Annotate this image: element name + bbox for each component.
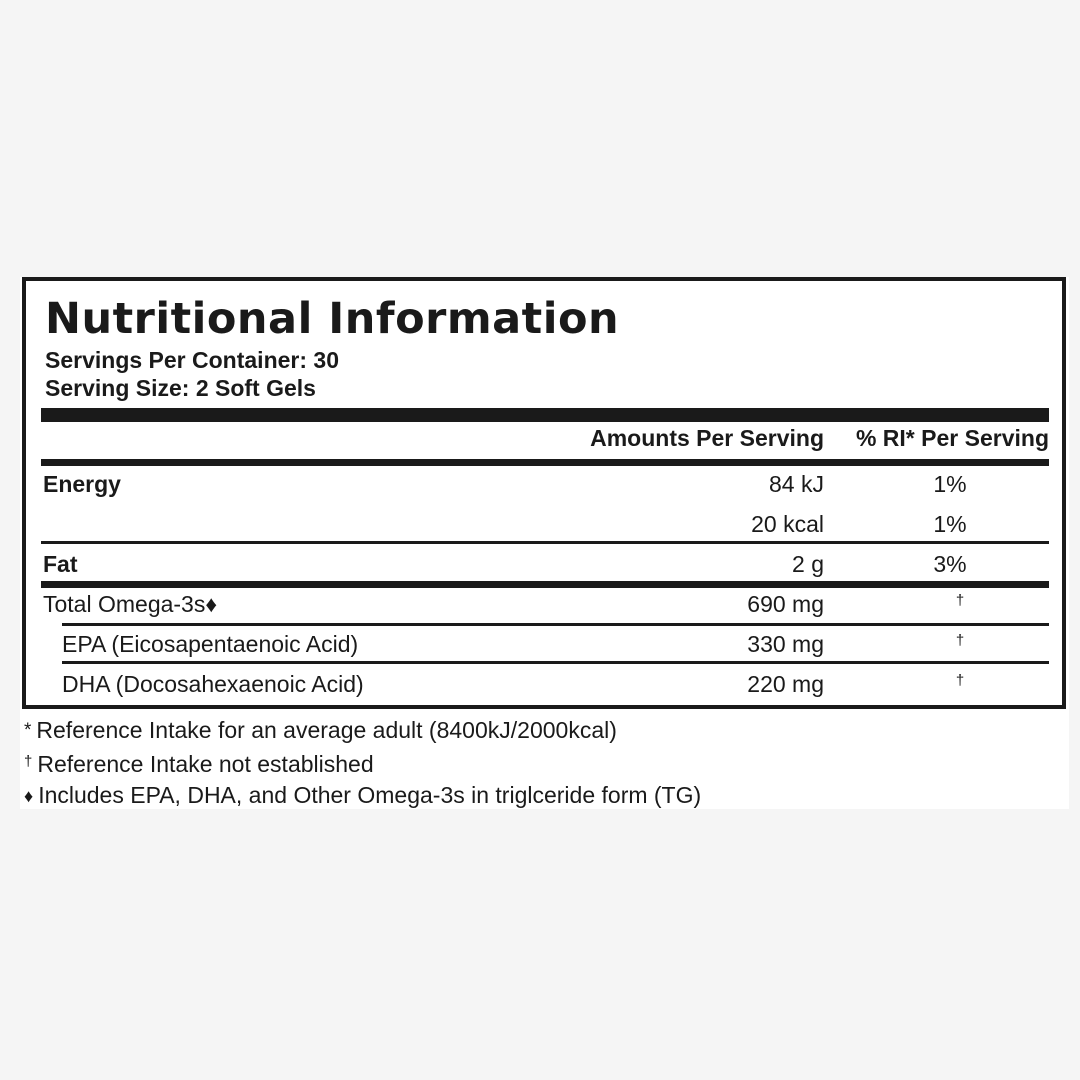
- nutrient-ri: 1%: [933, 511, 967, 537]
- header-divider: [41, 459, 1049, 466]
- nutrient-ri: 3%: [933, 551, 967, 577]
- nutrient-name: DHA (Docosahexaenoic Acid): [62, 671, 364, 697]
- diamond-symbol: ♦: [24, 786, 34, 806]
- asterisk-symbol: *: [24, 720, 32, 741]
- row-divider: [62, 661, 1049, 664]
- nutrient-ri: †: [955, 592, 965, 609]
- nutrient-ri: †: [955, 672, 965, 689]
- footnote-text: Reference Intake not established: [37, 751, 374, 777]
- nutrition-facts-panel: [22, 277, 1066, 709]
- thick-row-divider: [41, 581, 1049, 588]
- row-divider: [41, 541, 1049, 544]
- nutrient-amount: 330 mg: [747, 631, 824, 657]
- nutrient-name: Energy: [43, 471, 121, 497]
- nutrient-amount: 690 mg: [747, 591, 824, 617]
- nutrient-name: EPA (Eicosapentaenoic Acid): [62, 631, 359, 657]
- nutrient-name: Fat: [43, 551, 78, 577]
- nutrient-amount: 20 kcal: [751, 511, 824, 537]
- footnote-not-established: [24, 748, 374, 778]
- footnote-reference-intake: [24, 716, 617, 745]
- serving-size: Serving Size: 2 Soft Gels: [45, 375, 316, 401]
- row-divider: [62, 623, 1049, 626]
- nutrient-ri: 1%: [933, 471, 967, 497]
- footnote-omega-form: [24, 781, 701, 810]
- label-title: Nutritional Information: [45, 294, 620, 344]
- column-header-amount: Amounts Per Serving: [590, 425, 824, 451]
- servings-per-container: Servings Per Container: 30: [45, 347, 339, 373]
- nutrient-amount: 84 kJ: [769, 471, 824, 497]
- nutrient-name: Total Omega-3s♦: [43, 591, 218, 617]
- thick-divider: [41, 408, 1049, 422]
- nutrient-amount: 2 g: [792, 551, 824, 577]
- nutrient-amount: 220 mg: [747, 671, 824, 697]
- nutrient-ri: †: [955, 632, 965, 649]
- column-header-ri: % RI* Per Serving: [855, 425, 1049, 451]
- dagger-symbol: †: [24, 753, 33, 770]
- footnote-text: Includes EPA, DHA, and Other Omega-3s in triglceride form (TG): [38, 782, 702, 808]
- footnote-text: Reference Intake for an average adult (8400kJ/2000kcal): [36, 717, 617, 743]
